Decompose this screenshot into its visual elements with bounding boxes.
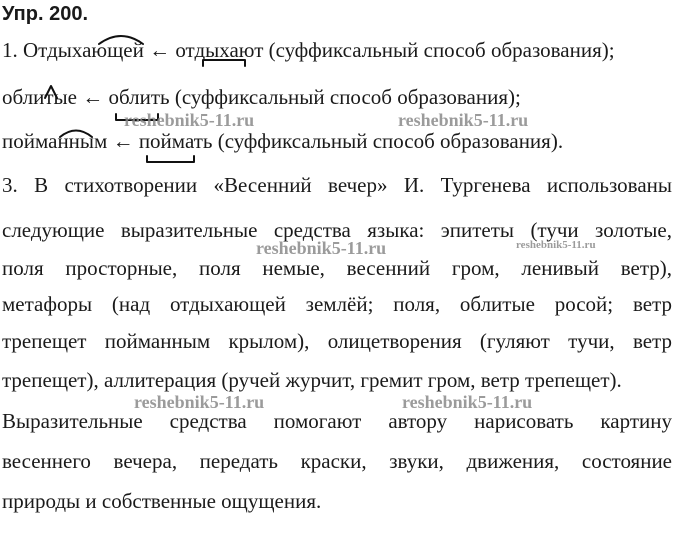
watermark: reshebnik5-11.ru [134,392,265,412]
text-line-4: 3. В стихотворении «Весенний вечер» И. Тургенева использованы [2,173,672,197]
suffix-mark [147,156,194,162]
watermark: reshebnik5-11.ru [256,238,387,258]
text-line-9: трепещет), аллитерация (ручей журчит, гремит гром, ветр трепещет). [2,368,622,392]
text-line-3: пойманным ← поймать (суффиксальный способ образования). [2,129,564,153]
watermark: reshebnik5-11.ru [516,239,596,251]
exercise-heading: Упр. 200. [2,3,89,25]
text-line-8: трепещет пойманным крылом), олицетворения (гуляют тучи, ветр [2,329,672,353]
watermark: reshebnik5-11.ru [124,110,255,130]
text-line-7: метафоры (над отдыхающей землёй; поля, облитые росой; ветр [2,292,672,316]
text-line-6: поля просторные, поля немые, весенний гром, ленивый ветр), [2,256,672,280]
watermark: reshebnik5-11.ru [398,110,529,130]
text-line-2: облитые ← облить (суффиксальный способ образования); [2,85,521,109]
text-line-12: природы и собственные ощущения. [2,489,322,513]
watermark: reshebnik5-11.ru [402,392,533,412]
text-line-5: следующие выразительные средства языка: эпитеты (тучи золотые, [2,218,672,242]
text-line-11: весеннего вечера, передать краски, звуки, движения, состояние [2,449,672,473]
text-line-1: 1. Отдыхающей ← отдыхают (суффиксальный способ образования); [2,38,615,62]
text-line-10: Выразительные средства помогают автору нарисовать картину [2,409,672,433]
